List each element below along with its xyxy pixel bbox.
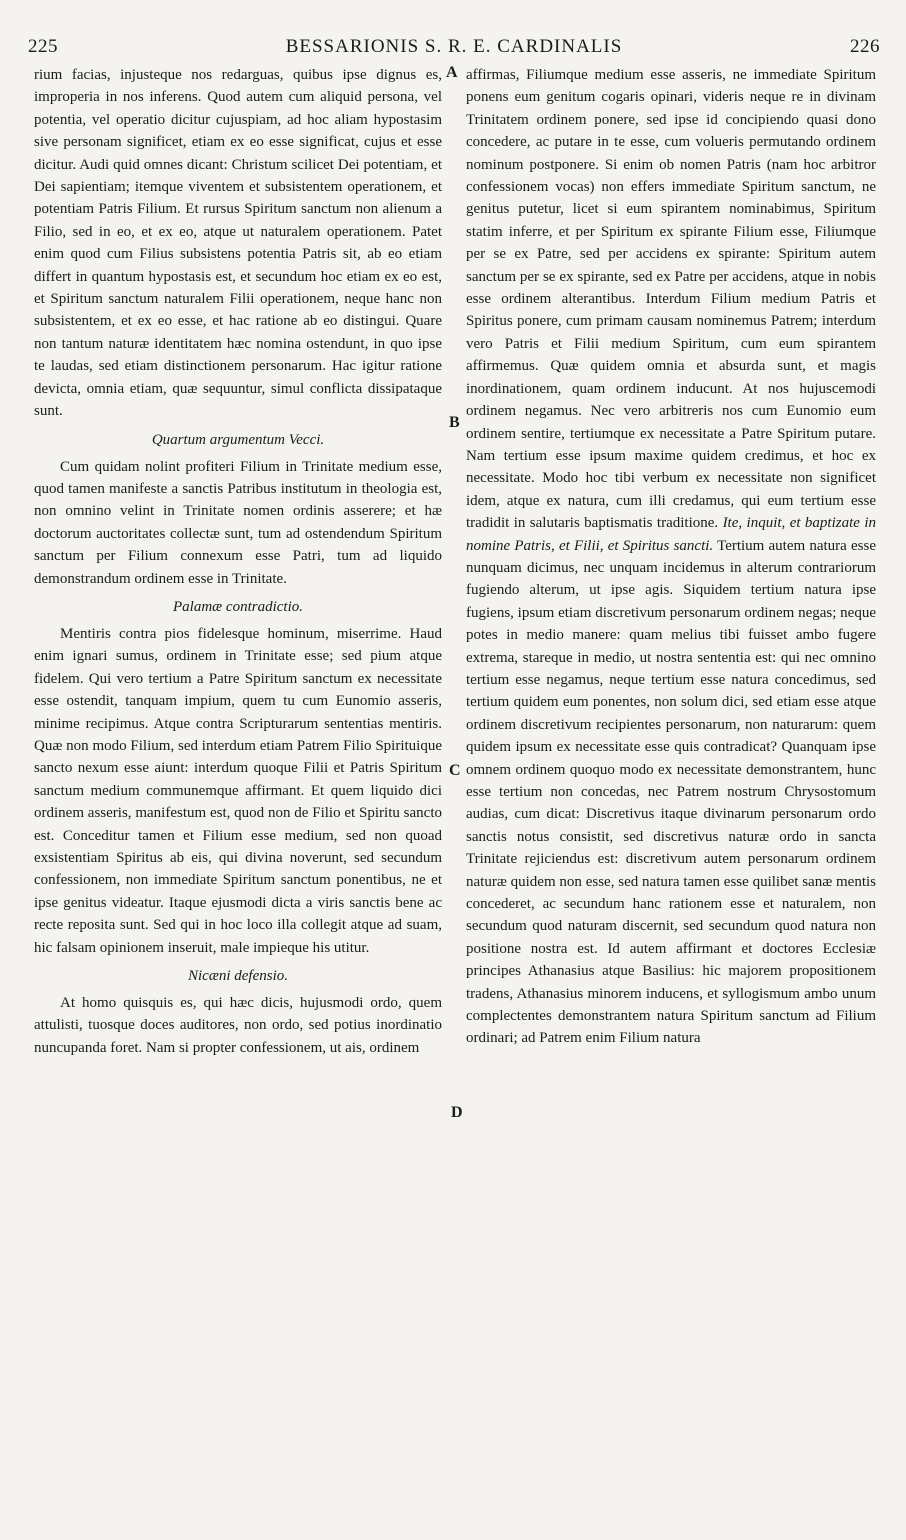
right-paragraph-1	[466, 64, 876, 1050]
section-heading-quartum: Quartum argumentum Vecci.	[151, 431, 325, 448]
left-paragraph-2: Cum quidam nolint profiteri Filium in Trinitate medium esse, quod tamen manifeste a sanctis Patribus institutum in theologia est, non omnino velint in Trinitate nomen ordinis asserere; et hæ doctorum auctoritates collectæ sunt, tum ad ostendendum Spiritum sanctum per Filium connexum esse Patri, tum ad liquido demonstrandum ordinem esse in Trinitate.	[34, 458, 442, 587]
running-title: BESSARIONIS S. R. E. CARDINALIS	[285, 36, 623, 57]
left-column	[34, 64, 442, 1059]
section-heading-palamae: Palamæ contradictio.	[173, 598, 303, 615]
margin-letter-d: D	[451, 1104, 463, 1121]
right-text-2: Tertium autem natura esse nunquam dicimus, nec unquam incidemus in alterum contrariorum fugiendo alterum, ut ipse agis. Siquidem tertium natura ipse fugiens, ipsum etiam discretivum personarum ordinem negas; neque potes in medio manere: quam melius tibi fuisset ambo fugere extrema, stareque in medio, ut nostra sententia est: qui nec omnino tertium esse negamus, neque tertium esse natura concedimus, sed tertium quidem eum ponentes, non solum dici, sed etiam esse atque ordinem discretivum recipientes personarum, non naturarum: quem quidem ipsum ex necessitate esse quis contradicat? Quanquam ipse omnem ordinem quoquo modo ex necessitate demonstrantem, hunc esse tertium non concedas, nec Patrem nostrum Chrysostomum audias, cum dicat: Discretivus itaque divinarum personarum ordo sanctis notus consistit, sed discretivus naturæ ordo in sancta Trinitate rejiciendus est: discretivum autem personarum ordinem naturæ quidem non esse, sed natura tamen esse quilibet sanæ mentis concederet, ac secundum hanc rationem esse et naturalem, non secundum quod naturam discernit, sed secundum quod natura non positione nostra est. Id autem affirmant et doctores Ecclesiæ principes Athanasius atque Basilius: hic majorem propositionem tradens, Athanasius minorem inducens, et syllogismum ambo unum complectentes demonstrantem natura Spiritum sanctum ad Filium ordinari; ad Patrem enim Filium natura	[466, 537, 877, 1047]
left-paragraph-1: rium facias, injusteque nos redarguas, quibus ipse dignus es, improperia in nos inferens. Quod autem cum aliquid persona, vel potentia, vel operatio dicitur cujuspiam, ad hoc aliam hypostasim sive personam significet, etiam ex eo esse significat, cujus et esse dicitur. Audi quid omnes dicant: Christum scilicet Dei potentiam, et Dei sapientiam; itemque viventem et subsistentem operationem, et potentiam Patris Filium. Et rursus Spiritum sanctum non alienum a Filio, sed in eo, et ex eo, atque ut naturalem operationem. Patet enim quod cum Filius subsistens potentia Patris sit, ab eo etiam differt in quantum hypostasis est, et secundum hoc etiam ex eo est, et Spiritum sanctum naturalem Filii operationem, neque hanc non subsistentem, et ex eo esse, et hac ratione ab eo distingui. Quare non tantum naturæ identitatem hæc nomina ostendunt, in quo ipse te laudas, sed etiam distinctionem personarum. Hac igitur ratione devicta, omnia etiam, quæ sequuntur, simul conflicta dissipataque sunt.	[34, 67, 442, 420]
left-paragraph-3: Mentiris contra pios fidelesque hominum, miserrime. Haud enim ignari sumus, ordinem in Trinitate esse; sed pium atque fidelem. Qui vero tertium a Patre Spiritum sanctum ex necessitate esse ostendit, tanquam impium, quem tu cum Eunomio asseris, minime recipimus. Atque contra Scripturarum sententias mentiris. Quæ non modo Filium, sed interdum etiam Patrem Filio Spirituique sancto nexum esse aiunt: interdum quoque Filii et Patris Spiritum sanctum medium communemque affirmant. Et quem liquido dici ordinem asseris, manifestum est, quod non de Filio et Spiritu sancto est. Conceditur tamen et Filium esse medium, sed non quoad exsistentiam Spiritus ab eis, qui divina noverunt, sed secundum confessionem, non immediate Spiritum sanctum ponentibus, ne et ipse genitus videatur. Itaque ejusmodi dicta a viris sanctis bene ac recte reposita sunt. Sed qui in hoc loco illa collegit atque ad suam, hic falsam opinionem inseruit, male impieque his utitur.	[34, 625, 442, 956]
page-number-left: 225	[28, 36, 58, 57]
page-header	[28, 36, 880, 66]
margin-letter-a: A	[446, 64, 458, 81]
left-paragraph-4: At homo quisquis es, qui hæc dicis, hujusmodi ordo, quem attulisti, tuosque doces auditores, non ordo, sed potius inordinatio nuncupanda foret. Nam si propter confessionem, ut ais, ordinem	[34, 995, 442, 1056]
right-column	[466, 64, 876, 1050]
section-heading-nicaeni: Nicæni defensio.	[188, 968, 288, 985]
margin-letter-b: B	[449, 414, 460, 431]
baptism-quote: Ite, inquit, et baptizate in nomine Patris, et Filii, et Spiritus sancti.	[466, 515, 876, 554]
page-number-right: 226	[850, 36, 880, 57]
margin-letter-c: C	[449, 762, 461, 779]
right-text-1: affirmas, Filiumque medium esse asseris, ne immediate Spiritum ponens eum genitum cogaris opinari, videris neque re in divinam Trinitatem ordinem ponere, sed ipse id concipiendo quasi dono concedere, ac putare in te esse, cum volueris permutando ordinem nominum postponere. Si enim ob nomen Patris (nam hoc arbitror confessionem vocas) non effers immediate Spiritum sanctum, ne genitus putetur, licet si eum spirantem nominabimus, Spiritum statim inferre, et per Spiritum ex spirante Filium esse, Filiumque per se ex Patre, sed per accidens ex spirante: Spiritum autem sanctum per se ex spirante, sed ex Patre per accidens, atque in nobis esse ordinem alterantibus. Interdum Filium medium Patris et Spiritus ponere, cum primam causam nominemus Patrem; interdum vero Patris et Filii medium Spiritum, cum eum spirantem affirmemus. Quæ quidem omnia et absurda sunt, et magis inordinationem, quam ordinem inducunt. At nos hujuscemodi ordinem negamus. Nec vero arbitreris nos cum Eunomio eum ordinem sentire, tertiumque ex necessitate a Patre Spiritum putare. Nam tertium esse ipsum maxime quidem credimus, et hoc ex necessitate. Modo hoc tibi verbum ex necessitate non significet idem, atque ex natura, cum illi credamus, qui eum tertium esse tradidit in salutaris baptismatis traditione.	[466, 67, 876, 532]
